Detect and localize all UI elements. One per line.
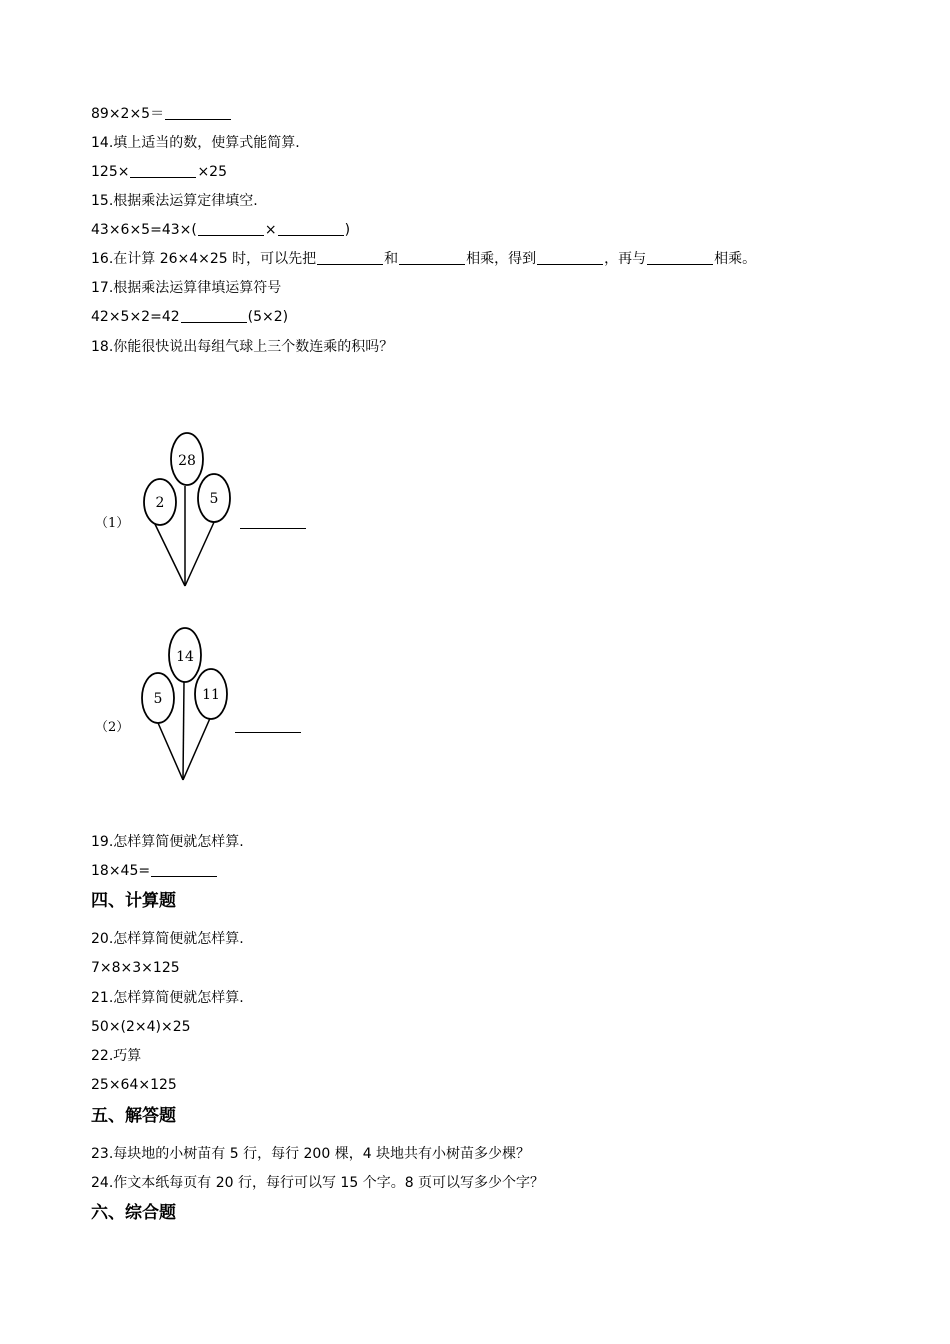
question-17: 17.根据乘法运算律填运算符号 <box>91 280 282 296</box>
line-89: 89×2×5＝ <box>91 104 232 124</box>
question-19: 19.怎样算简便就怎样算. <box>91 834 244 850</box>
balloon-group-2 <box>95 624 325 794</box>
section-heading-5: 五、解答题 <box>91 1106 176 1126</box>
answer-blank[interactable] <box>278 220 344 236</box>
question-20-expression: 7×8×3×125 <box>91 960 180 976</box>
question-23: 23.每块地的小树苗有 5 行，每行 200 棵，4 块地共有小树苗多少棵？ <box>91 1146 531 1162</box>
answer-blank[interactable] <box>399 249 465 265</box>
balloon-number: 5 <box>153 691 163 707</box>
answer-blank[interactable] <box>317 249 383 265</box>
question-15: 15.根据乘法运算定律填空. <box>91 193 258 209</box>
question-17-expression: 42×5×2=42 (5×2) <box>91 309 289 325</box>
answer-blank[interactable] <box>151 861 217 877</box>
answer-blank[interactable] <box>647 249 713 265</box>
group-label: （1） <box>95 516 130 531</box>
balloon-group-1 <box>95 428 325 598</box>
answer-blank[interactable] <box>130 162 196 178</box>
question-19-expression: 18×45= <box>91 861 218 881</box>
balloon-illustration <box>135 428 275 590</box>
answer-blank[interactable] <box>240 527 306 529</box>
question-14-expression: 125× ×25 <box>91 164 227 180</box>
balloon-number: 2 <box>155 495 165 511</box>
question-22: 22.巧算 <box>91 1048 142 1064</box>
answer-blank[interactable] <box>181 307 247 323</box>
balloon-illustration <box>135 624 275 786</box>
question-20: 20.怎样算简便就怎样算. <box>91 931 244 947</box>
question-16: 16.在计算 26×4×25 时，可以先把 和 相乘，得到 ，再与 相乘。 <box>91 251 757 267</box>
question-14: 14.填上适当的数，使算式能简算. <box>91 135 300 151</box>
answer-blank[interactable] <box>198 220 264 236</box>
group-label: （2） <box>95 720 130 735</box>
balloon-number: 28 <box>178 453 196 469</box>
question-21: 21.怎样算简便就怎样算. <box>91 990 244 1006</box>
section-heading-6: 六、综合题 <box>91 1203 176 1223</box>
question-21-expression: 50×(2×4)×25 <box>91 1019 191 1035</box>
balloon-number: 5 <box>209 491 219 507</box>
balloon-number: 14 <box>176 649 194 665</box>
question-24: 24.作文本纸每页有 20 行，每行可以写 15 个字。8 页可以写多少个字？ <box>91 1175 545 1191</box>
answer-blank[interactable] <box>537 249 603 265</box>
question-22-expression: 25×64×125 <box>91 1077 177 1093</box>
section-heading-4: 四、计算题 <box>91 891 176 911</box>
question-15-expression: 43×6×5=43×( × ) <box>91 222 351 238</box>
answer-blank[interactable] <box>235 731 301 733</box>
answer-blank[interactable] <box>165 104 231 120</box>
balloon-number: 11 <box>202 687 220 703</box>
question-18: 18.你能很快说出每组气球上三个数连乘的积吗？ <box>91 339 394 355</box>
